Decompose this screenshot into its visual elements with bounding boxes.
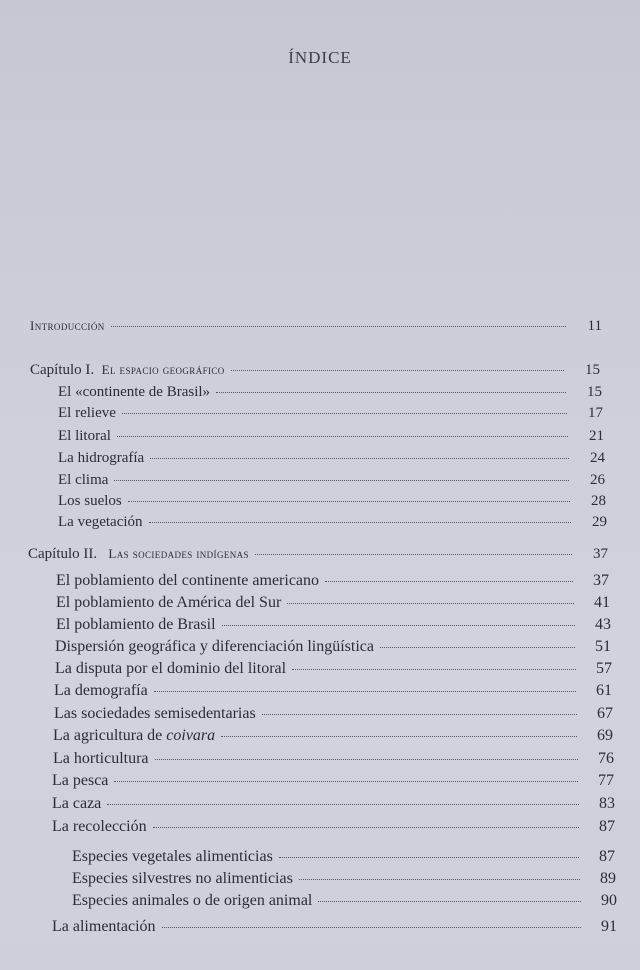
dot-leader: [325, 570, 573, 582]
dot-leader: [150, 448, 569, 460]
dot-leader: [380, 636, 575, 648]
toc-entry-introduccion: [30, 318, 602, 335]
toc-entry-chapter-2: [28, 546, 608, 563]
dot-leader: [107, 793, 579, 805]
toc-entry-label: La hidrografía: [58, 450, 145, 466]
toc-entry: [58, 384, 602, 401]
toc-entry-label: La disputa por el dominio del litoral: [55, 660, 287, 677]
toc-entry: [58, 428, 604, 445]
toc-entry: [55, 660, 612, 678]
toc-entry-label: La demografía: [54, 682, 148, 699]
toc-entry-page: 76: [598, 750, 614, 767]
toc-entry: [54, 682, 612, 700]
chapter-title: Las sociedades indígenas: [108, 546, 249, 561]
toc-entry-page: 15: [587, 384, 602, 400]
toc-entry: [53, 727, 613, 745]
toc-entry-label: Las sociedades semisedentarias: [54, 705, 256, 722]
dot-leader: [255, 544, 572, 556]
toc-entry-page: 28: [591, 493, 606, 509]
toc-entry-italic-term: coivara: [166, 727, 216, 744]
toc-entry-page: 83: [599, 795, 615, 812]
dot-leader: [128, 491, 570, 503]
toc-entry-label: Los suelos: [58, 493, 122, 509]
toc-entry-page: 90: [601, 892, 617, 909]
toc-entry-page: 24: [590, 450, 605, 466]
toc-subentry: [72, 870, 616, 888]
toc-entry-label: El relieve: [58, 405, 116, 421]
toc-entry: [56, 594, 610, 612]
toc-entry-label: El poblamiento de Brasil: [56, 616, 216, 633]
dot-leader: [292, 658, 576, 670]
toc-entry-label: La vegetación: [58, 514, 143, 530]
toc-entry-page: 11: [587, 318, 602, 334]
toc-entry-label: [53, 727, 215, 745]
dot-leader: [122, 403, 567, 415]
dot-leader: [299, 868, 580, 880]
toc-entry-label: El clima: [58, 472, 109, 488]
toc-entry: [52, 818, 615, 836]
dot-leader: [279, 846, 579, 858]
toc-entry-page: 69: [597, 727, 613, 744]
toc-entry-label: La horticultura: [53, 750, 149, 767]
dot-leader: [318, 890, 581, 902]
toc-entry-chapter-1: [30, 362, 600, 379]
toc-entry-page: 57: [596, 660, 612, 677]
page-title: ÍNDICE: [288, 48, 352, 67]
toc-entry-page: 89: [600, 870, 616, 887]
dot-leader: [154, 680, 576, 692]
dot-leader: [231, 360, 564, 372]
toc-entry-label: El poblamiento del continente americano: [56, 572, 320, 589]
dot-leader: [216, 382, 566, 394]
toc-entry-label: La recolección: [52, 818, 147, 835]
dot-leader: [262, 703, 577, 715]
toc-entry-page: 26: [590, 472, 605, 488]
toc-entry-page: 37: [593, 572, 609, 589]
dot-leader: [111, 317, 566, 327]
toc-entry-label: La pesca: [52, 772, 109, 789]
toc-entry: [54, 705, 613, 723]
toc-entry-page: 29: [592, 514, 607, 530]
toc-entry: [56, 572, 609, 590]
toc-entry: [52, 772, 614, 790]
dot-leader: [221, 725, 577, 737]
toc-subentry: [72, 892, 617, 910]
toc-entry-page: 87: [599, 848, 615, 865]
toc-entry-page: 21: [589, 428, 604, 444]
toc-entry: [58, 405, 603, 422]
toc-entry-page: 67: [597, 705, 613, 722]
chapter-number: Capítulo I.: [30, 362, 95, 378]
toc-entry: [55, 638, 611, 656]
dot-leader: [162, 916, 581, 928]
toc-entry-page: 15: [585, 362, 600, 378]
toc-entry: [58, 493, 606, 510]
toc-entry-label: Especies silvestres no alimenticias: [72, 870, 293, 887]
toc-entry-page: 43: [595, 616, 611, 633]
toc-entry-page: 61: [596, 682, 612, 699]
toc-subentry: [72, 848, 615, 866]
toc-entry-label: Especies animales o de origen animal: [72, 892, 313, 909]
chapter-number: Capítulo II.: [28, 546, 98, 562]
toc-entry-label: Dispersión geográfica y diferenciación lingüística: [55, 638, 374, 655]
toc-entry-page: 91: [601, 918, 617, 935]
toc-entry-page: 87: [599, 818, 615, 835]
toc-entry-label: Introducción: [30, 318, 105, 333]
toc-entry-label: El poblamiento de América del Sur: [56, 594, 282, 611]
toc-entry: [58, 514, 607, 531]
dot-leader: [287, 592, 574, 604]
dot-leader: [222, 614, 575, 626]
toc-entry-page: 37: [593, 546, 608, 562]
dot-leader: [117, 426, 568, 438]
toc-entry: [58, 450, 605, 467]
toc-entry-label: El «continente de Brasil»: [58, 384, 211, 400]
toc-entry-text: La agricultura de: [53, 727, 167, 744]
toc-entry: [52, 795, 615, 813]
toc-entry: [52, 918, 617, 936]
toc-entry: [58, 472, 605, 489]
toc-entry-page: 77: [598, 772, 614, 789]
chapter-title: El espacio geográfico: [101, 362, 225, 377]
toc-entry-label: La alimentación: [52, 918, 156, 935]
dot-leader: [114, 470, 569, 482]
toc-entry-label: La caza: [52, 795, 102, 812]
toc-entry-page: 17: [588, 405, 603, 421]
toc-entry-label: Especies vegetales alimenticias: [72, 848, 273, 865]
toc-entry-page: 51: [595, 638, 611, 655]
toc-entry: [56, 616, 611, 634]
dot-leader: [149, 512, 571, 524]
toc-entry-label: [28, 546, 249, 563]
toc-entry-page: 41: [594, 594, 610, 611]
toc-entry: [53, 750, 614, 768]
toc-entry-label: [30, 362, 225, 379]
toc-entry-label: El litoral: [58, 428, 111, 444]
dot-leader: [155, 748, 578, 760]
dot-leader: [153, 816, 579, 828]
dot-leader: [114, 770, 578, 782]
